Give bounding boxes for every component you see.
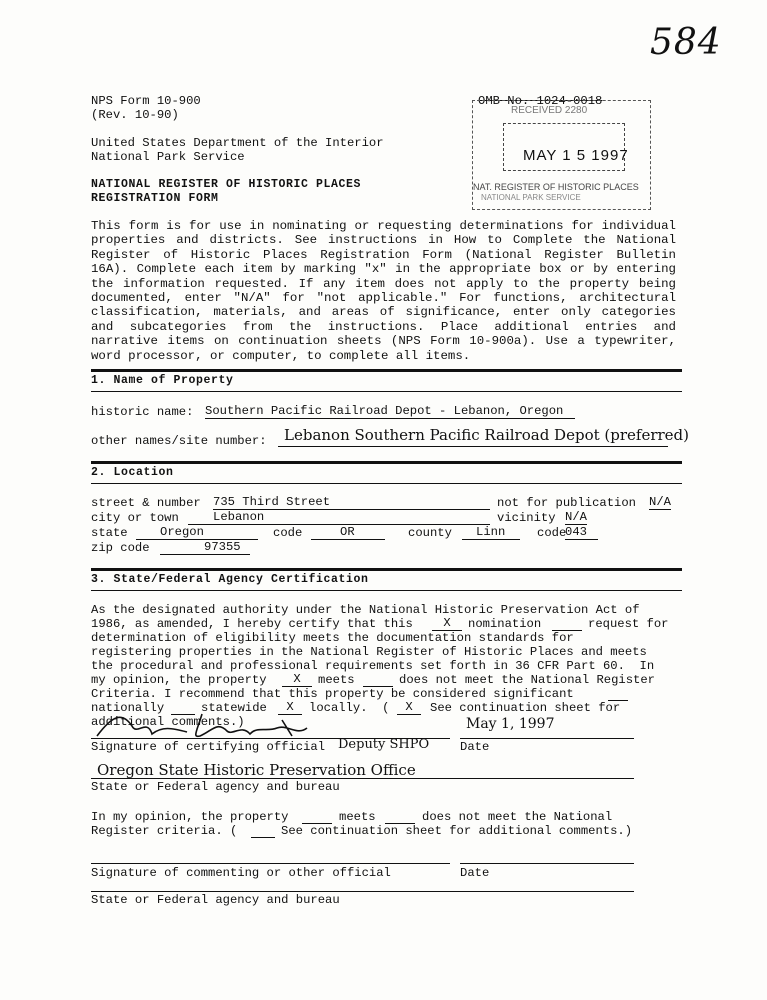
signature2-label: Signature of commenting or other official <box>91 866 391 880</box>
signature-label: Signature of certifying official <box>91 740 326 754</box>
stamp-received: RECEIVED 2280 <box>511 105 588 116</box>
street-field[interactable]: 735 Third Street <box>213 496 490 510</box>
cert-line4: registering properties in the National Register of Historic Places and meets <box>91 645 647 659</box>
county-code-label: code <box>537 526 567 540</box>
form-title-line2: REGISTRATION FORM <box>91 192 219 205</box>
opinion-b: meets <box>339 810 376 824</box>
zip-field[interactable]: 97355 <box>160 541 250 555</box>
opinion-d: Register criteria. ( <box>91 824 238 838</box>
cert-line6c: does not meet the National Register <box>399 673 655 687</box>
locally-checkbox[interactable]: X <box>278 701 302 715</box>
omb-number: OMB No. 1024-0018 <box>478 94 603 108</box>
opinion-continuation-checkbox[interactable] <box>251 824 275 838</box>
stamp-agency-line1: NAT. REGISTER OF HISTORIC PLACES <box>473 182 639 192</box>
date-label: Date <box>460 740 490 754</box>
county-label: county <box>408 526 452 540</box>
significant-blank[interactable] <box>608 687 628 701</box>
continuation-checkbox[interactable]: X <box>397 701 421 715</box>
opinion-c: does not meet the National <box>422 810 613 824</box>
page-number: 584 <box>650 22 722 63</box>
opinion-not-meet-checkbox[interactable] <box>385 810 415 824</box>
historic-name-field[interactable]: Southern Pacific Railroad Depot - Lebanon, Oregon <box>205 405 575 419</box>
city-label: city or town <box>91 511 179 525</box>
cert-line8d: See continuation sheet for <box>430 701 621 715</box>
cert-line5: the procedural and professional requirements set forth in 36 CFR Part 60. In <box>91 659 655 673</box>
not-for-pub-label: not for publication <box>497 496 636 510</box>
cert-line8b: statewide <box>201 701 267 715</box>
section3-heading: 3. State/Federal Agency Certification <box>91 573 369 586</box>
bureau-label: State or Federal agency and bureau <box>91 780 340 794</box>
other-names-field[interactable]: Lebanon Southern Pacific Railroad Depot (preferred) <box>284 426 689 444</box>
cert-line2a: 1986, as amended, I hereby certify that this <box>91 617 413 631</box>
vicinity-field[interactable]: N/A <box>565 510 587 524</box>
cert-line8a: nationally <box>91 701 165 715</box>
zip-label: zip code <box>91 541 150 555</box>
form-title-line1: NATIONAL REGISTER OF HISTORIC PLACES <box>91 178 362 191</box>
bureau2-label: State or Federal agency and bureau <box>91 893 340 907</box>
opinion-e: See continuation sheet for additional comments.) <box>281 824 633 838</box>
county-code-field[interactable]: 043 <box>565 526 598 540</box>
nomination-checkbox[interactable]: X <box>432 617 462 631</box>
cert-line1: As the designated authority under the National Historic Preservation Act of <box>91 603 640 617</box>
street-label: street & number <box>91 496 201 510</box>
form-id-line1: NPS Form 10-900 <box>91 94 201 108</box>
not-for-pub-field[interactable]: N/A <box>649 495 671 509</box>
cert-line6a: my opinion, the property <box>91 673 267 687</box>
meets-checkbox[interactable]: X <box>282 673 312 687</box>
section1-heading: 1. Name of Property <box>91 374 234 387</box>
city-field[interactable]: Lebanon <box>188 511 490 525</box>
opinion-meets-checkbox[interactable] <box>302 810 332 824</box>
agency-line1: United States Department of the Interior <box>91 136 384 150</box>
stamp-date: MAY 1 5 1997 <box>523 147 629 164</box>
form-id-line2: (Rev. 10-90) <box>91 108 179 122</box>
cert-line2b: nomination <box>468 617 542 631</box>
cert-line9: additional comments.) <box>91 715 245 729</box>
bureau-field[interactable]: Oregon State Historic Preservation Office <box>97 761 416 779</box>
stamp-agency-line2: NATIONAL PARK SERVICE <box>481 193 581 202</box>
received-stamp <box>472 100 651 210</box>
cert-line2c: request for <box>588 617 669 631</box>
county-field[interactable]: Linn <box>462 526 520 540</box>
signature-title: Deputy SHPO <box>338 737 430 752</box>
date2-label: Date <box>460 866 490 880</box>
section2-heading: 2. Location <box>91 466 174 479</box>
cert-line8c: locally. ( <box>309 701 390 715</box>
state-field[interactable]: Oregon <box>136 526 258 540</box>
opinion-a: In my opinion, the property <box>91 810 289 824</box>
signature-date[interactable]: May 1, 1997 <box>466 716 555 732</box>
historic-name-label: historic name: <box>91 405 194 419</box>
does-not-meet-checkbox[interactable] <box>363 673 393 687</box>
state-code-field[interactable]: OR <box>311 526 385 540</box>
state-label: state <box>91 526 128 540</box>
other-names-label: other names/site number: <box>91 434 267 448</box>
request-checkbox[interactable] <box>552 617 582 631</box>
vicinity-label: vicinity <box>497 511 556 525</box>
state-code-label: code <box>273 526 303 540</box>
cert-line7: Criteria. I recommend that this property be considered significant <box>91 687 574 701</box>
agency-line2: National Park Service <box>91 150 245 164</box>
intro-text: This form is for use in nominating or requesting determinations for individual properties and districts. See instructions in How to Complete the National Register of Historic Places Registration Form (National Register Bulletin 16A). Complete each item by marking "x" in the appropriate box or by entering the information requested. If any item does not apply to the property being documented, enter "N/A" for "not applicable." For functions, architectural classification, materials, and areas of significance, enter only categories and subcategories from the instructions. Place additional entries and narrative items on continuation sheets (NPS Form 10-900a). Use a typewriter, word processor, or computer, to complete all items. <box>91 219 676 363</box>
cert-line3: determination of eligibility meets the documentation standards for <box>91 631 574 645</box>
cert-line6b: meets <box>318 673 355 687</box>
